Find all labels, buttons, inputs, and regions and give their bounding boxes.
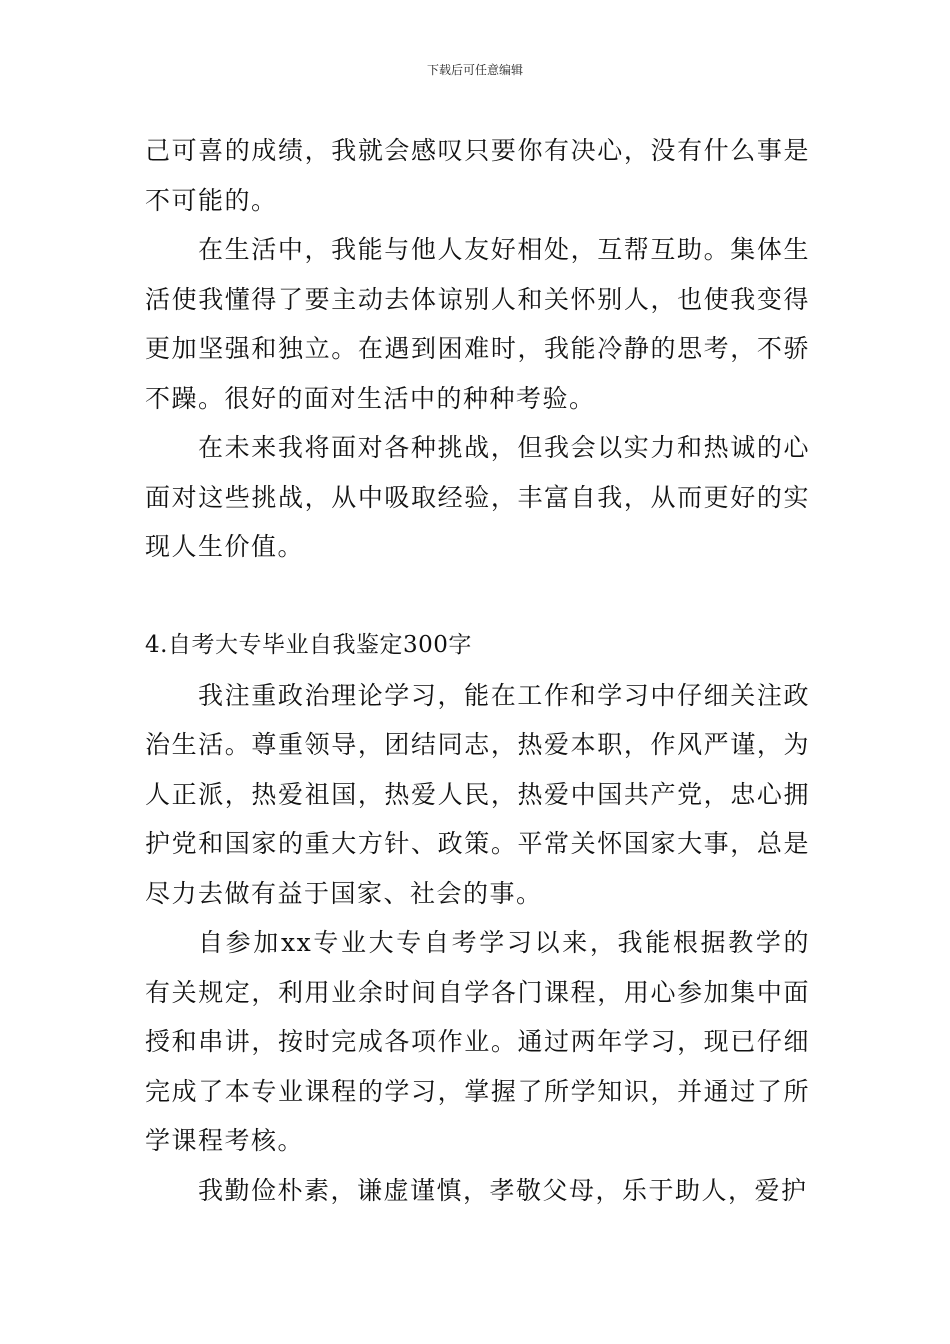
section-heading: 4.自考大专毕业自我鉴定300字 xyxy=(145,632,472,658)
paragraph-future: 在未来我将面对各种挑战，但我会以实力和热诚的心面对这些挑战，从中吸取经验，丰富自我，从而更好的实现人生价值。 xyxy=(145,433,810,561)
page-header: 下载后可任意编辑 xyxy=(426,63,523,77)
paragraph-character: 我勤俭朴素，谦虚谨慎，孝敬父母，乐于助人，爱护 xyxy=(198,1175,808,1205)
document-body xyxy=(145,126,810,1215)
paragraph-study: 自参加xx专业大专自考学习以来，我能根据教学的有关规定，利用业余时间自学各门课程，用心参加集中面授和串讲，按时完成各项作业。通过两年学习，现已仔细完成了本专业课程的学习，掌握了所学知识，并通过了所学课程考核。 xyxy=(145,928,810,1155)
paragraph-life: 在生活中，我能与他人友好相处，互帮互助。集体生活使我懂得了要主动去体谅别人和关怀别人，也使我变得更加坚强和独立。在遇到困难时，我能冷静的思考，不骄不躁。很好的面对生活中的种种考验。 xyxy=(145,235,810,413)
section-gap xyxy=(145,572,810,622)
paragraph-continuation: 己可喜的成绩，我就会感叹只要你有决心，没有什么事是不可能的。 xyxy=(145,136,810,215)
paragraph-politics: 我注重政治理论学习，能在工作和学习中仔细关注政治生活。尊重领导，团结同志，热爱本职，作风严谨，为人正派，热爱祖国，热爱人民，热爱中国共产党，忠心拥护党和国家的重大方针、政策。平常关怀国家大事，总是尽力去做有益于国家、社会的事。 xyxy=(145,680,810,908)
